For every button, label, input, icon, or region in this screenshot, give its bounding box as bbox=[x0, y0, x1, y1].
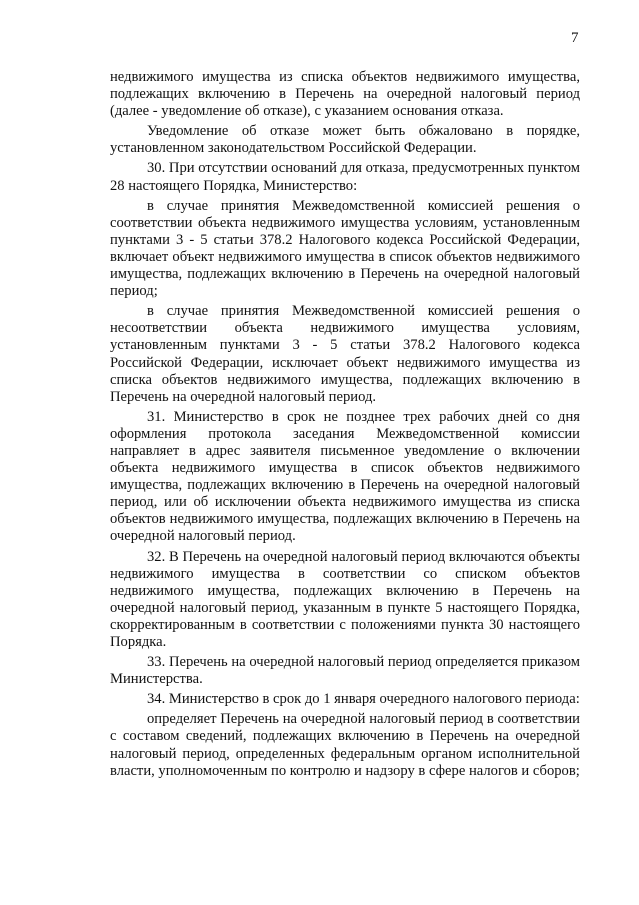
paragraph: 30. При отсутствии оснований для отказа, предусмотренных пунктом 28 настоящего Порядка, Министерство: bbox=[110, 160, 580, 194]
paragraph: в случае принятия Межведомственной комиссией решения о соответствии объекта недвижимого имущества условиям, установленным пунктами 3 - 5 статьи 378.2 Налогового кодекса Российской Федерации, включает объект недвижимого имущества в список объектов недвижимого имущества, подлежащих включению в Перечень на очередной налоговый период; bbox=[110, 197, 580, 300]
paragraph: в случае принятия Межведомственной комиссией решения о несоответствии объекта недвижимого имущества условиям, установленным пунктами 3 - 5 статьи 378.2 Налогового кодекса Российской Федерации, исключает объект недвижимого имущества из списка объектов недвижимого имущества, подлежащих включению в Перечень на очередной налоговый период. bbox=[110, 303, 580, 405]
paragraph: 31. Министерство в срок не позднее трех рабочих дней со дня оформления протокола заседания Межведомственной комиссии направляет в адрес заявителя письменное уведомление о включении объекта недвижимого имущества в список объектов недвижимого имущества, подлежащих включению в Перечень на очередной налоговый период, или об исключении объекта недвижимого имущества из списка объектов недвижимого имущества, подлежащих включению в Перечень на очередной налоговый период. bbox=[110, 408, 580, 545]
page-number: 7 bbox=[571, 30, 579, 46]
paragraph: 33. Перечень на очередной налоговый период определяется приказом Министерства. bbox=[110, 654, 580, 688]
paragraph: недвижимого имущества из списка объектов недвижимого имущества, подлежащих включению в Перечень на очередной налоговый период (далее - уведомление об отказе), с указанием основания отказа. bbox=[110, 69, 580, 120]
document-body bbox=[110, 69, 580, 783]
paragraph: Уведомление об отказе может быть обжаловано в порядке, установленном законодательством Российской Федерации. bbox=[110, 123, 580, 157]
paragraph: 34. Министерство в срок до 1 января очередного налогового периода: bbox=[147, 691, 580, 708]
paragraph: 32. В Перечень на очередной налоговый период включаются объекты недвижимого имущества в соответствии со списком объектов недвижимого имущества, подлежащих включению в Перечень на очередной налоговый период, указанным в пункте 5 настоящего Порядка, скорректированным в соответствии с положениями пункта 30 настоящего Порядка. bbox=[110, 548, 580, 650]
paragraph: определяет Перечень на очередной налоговый период в соответствии с составом сведений, подлежащих включению в Перечень на очередной налоговый период, определенных федеральным органом исполнительной власти, уполномоченным по контролю и надзору в сфере налогов и сборов; bbox=[110, 711, 580, 779]
